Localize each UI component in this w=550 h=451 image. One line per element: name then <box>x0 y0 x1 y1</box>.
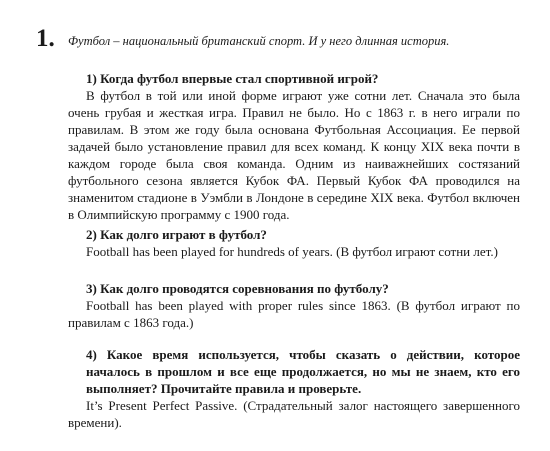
qa-block-3 <box>68 280 520 331</box>
answer-2: Football has been played for hundreds of years. (В футбол играют сотни лет.) <box>86 244 498 259</box>
task-number: 1. <box>36 25 55 52</box>
question-3: 3) Как долго проводятся соревнования по футболу? <box>86 281 389 296</box>
answer-3: Football has been played with proper rules since 1863. (В футбол играют по правилам с 1863 года.) <box>68 298 520 330</box>
question-4: 4) Какое время используется, чтобы сказать о действии, которое началось в прошлом и все еще продолжается, но мы не знаем, кто его выполняет? Прочитайте правила и проверьте. <box>86 347 520 396</box>
qa-block-2 <box>68 226 520 260</box>
qa-block-4 <box>68 346 520 431</box>
task-intro: Футбол – национальный британский спорт. И у него длинная история. <box>68 34 450 48</box>
qa-block-1 <box>68 70 520 223</box>
answer-4: It’s Present Perfect Passive. (Страдательный залог настоящего завершенного времени). <box>68 398 520 430</box>
question-1: 1) Когда футбол впервые стал спортивной игрой? <box>86 71 379 86</box>
answer-1: В футбол в той или иной форме играют уже сотни лет. Сначала это была очень грубая и жесткая игра. Правил не было. Но с 1863 г. в него играли по правилам. В этом же году была основана Футбольная Ассоциация. Ее первой задачей было установление правил для всех команд. К концу XIX века почти в каждом городе была своя команда. Одним из наиважнейших состязаний футбольного сезона является Кубок ФА. Первый Кубок ФА проводился на знаменитом стадионе в Уэмбли в Лондоне в середине XIX века. Футбол включен в Олимпийскую программу с 1900 года. <box>68 88 520 222</box>
question-2: 2) Как долго играют в футбол? <box>86 227 267 242</box>
